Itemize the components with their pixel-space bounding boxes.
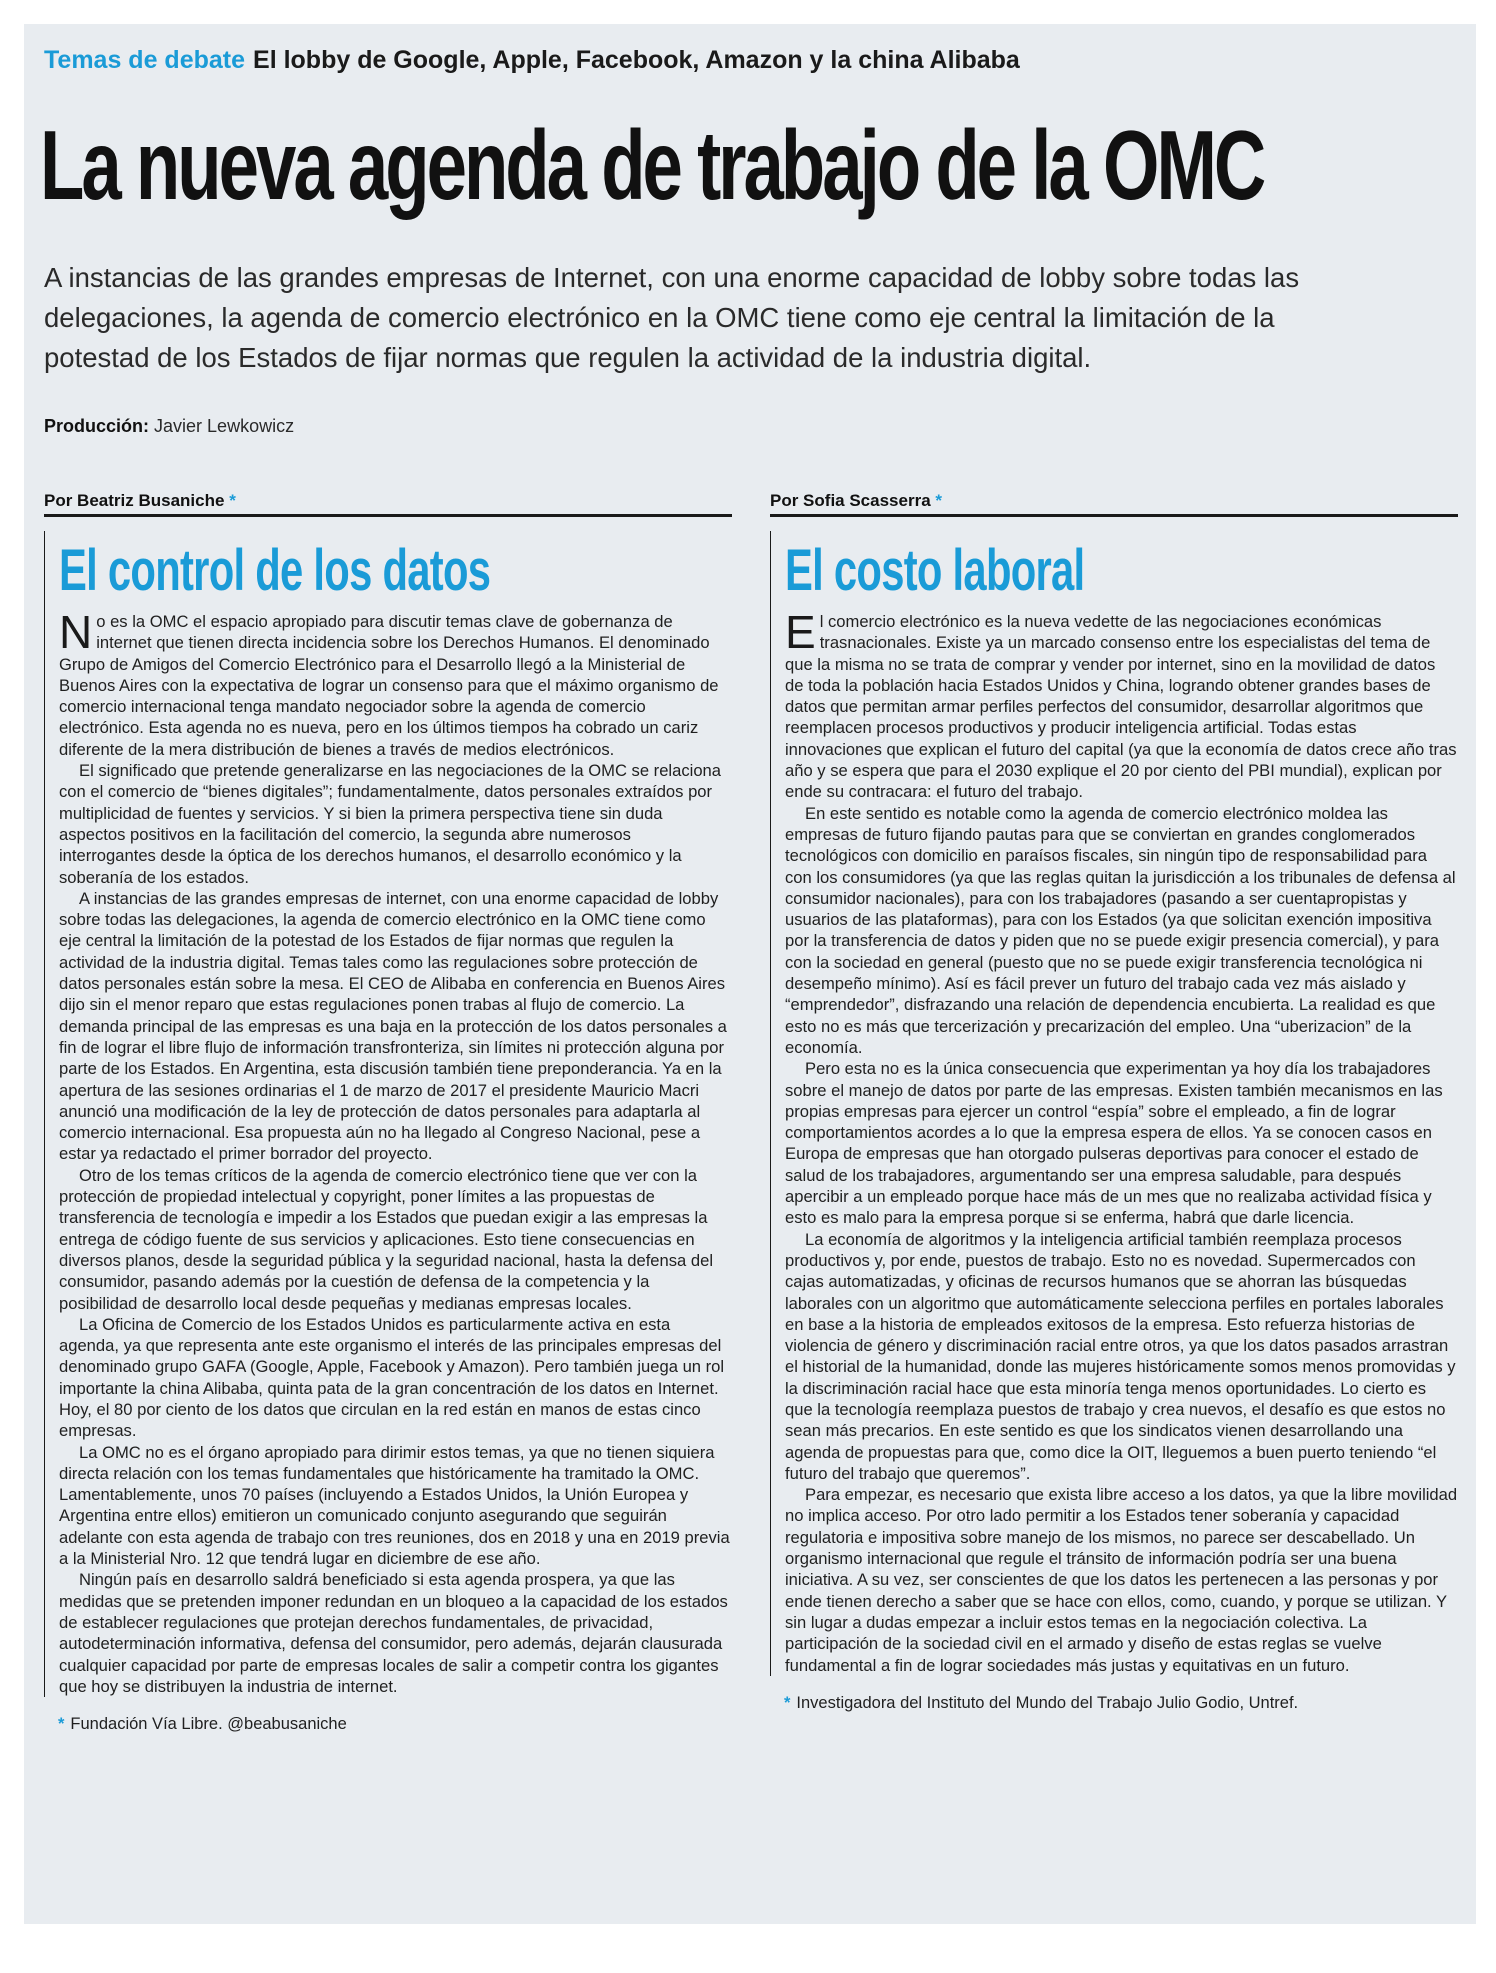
paragraph: La economía de algoritmos y la inteligencia artificial también reemplaza procesos productivos y, por ende, puestos de trabajo. Esto no es novedad. Supermercados con cajas automatizadas, y oficinas de recursos humanos que se ahorran las búsquedas laborales con un algoritmo que automáticamente selecciona perfiles en portales laborales en base a la historia de empleados exitosos de la empresa. Esto refuerza historias de violencia de género y discriminación racial entre otros, ya que los datos pasados arrastran el historial de la humanidad, donde las mujeres históricamente somos menos promovidas y la discriminación racial hace que esta minoría tenga menos oportunidades. Lo cierto es que la tecnología reemplaza puestos de trabajo y crea nuevos, el desafío es que estos no sean más precarios. En este sentido es que los sindicatos vienen desarrollando una agenda de propuestas para que, como dice la OIT, lleguemos a buen puerto teniendo “el futuro del trabajo que queremos”. [785, 1229, 1456, 1483]
paragraph: A instancias de las grandes empresas de internet, con una enorme capacidad de lobby sobre todas las delegaciones, la agenda de comercio electrónico en la OMC tiene como eje central la limitación de la potestad de los Estados de fijar normas que regulen la actividad de la industria digital. Temas tales como las regulaciones sobre protección de datos personales están sobre la mesa. El CEO de Alibaba en conferencia en Buenos Aires dijo sin el menor reparo que estas regulaciones ponen trabas al flujo de comercio. La demanda principal de las empresas es una baja en la protección de los datos personales a fin de lograr el libre flujo de información transfronteriza, sin límites ni protección alguna por parte de los Estados. En Argentina, esta discusión también tiene preponderancia. Ya en la apertura de las sesiones ordinarias el 1 de marzo de 2017 el presidente Mauricio Macri anunció una modificación de la ley de protección de datos personales para adaptarla al comercio internacional. Esa propuesta aún no ha llegado al Congreso Nacional, pese a estar ya redactado el primer borrador del proyecto. [59, 888, 727, 1164]
left-article [44, 488, 732, 1734]
paragraph: El significado que pretende generalizarse en las negociaciones de la OMC se relaciona con el comercio de “bienes digitales”; fundamentalmente, datos personales extraídos por multiplicidad de fuentes y servicios. Y si bien la primera perspectiva tiene sin duda aspectos positivos en la facilitación del comercio, la segunda abre numerosos interrogantes desde la óptica de los derechos humanos, el desarrollo económico y la soberanía de los estados. [59, 761, 722, 887]
credit-label: Producción: [44, 416, 150, 436]
article-title: El control de los datos [59, 538, 491, 603]
paragraph: Ningún país en desarrollo saldrá beneficiado si esta agenda prospera, ya que las medidas que se pretenden imponer redundan en un bloqueo a la capacidad de los estados de establecer regulaciones que protejan derechos fundamentales, de privacidad, autodeterminación informativa, defensa del consumidor, pero además, dejarán clausurada cualquier capacidad por parte de empresas locales de salir a competir contra los gigantes que hoy se distribuyen la industria de internet. [59, 1570, 728, 1696]
paragraph: En este sentido es notable como la agenda de comercio electrónico moldea las empresas de futuro fijando pautas para que se conviertan en grandes conglomerados tecnológicos con domicilio en paraísos fiscales, sin ningún tipo de responsabilidad para con los consumidores (ya que las reglas quitan la jurisdicción a los tribunales de defensa al consumidor nacionales), para con los trabajadores (pasando a ser cuentapropistas y usuarios de las plataformas), para con los Estados (ya que solicitan exención impositiva por la transferencia de datos y piden que no se puede exigir presencia comercial), y para con la sociedad en general (puesto que no se puede exigir transferencia tecnológica ni desempeño mínimo). Así es fácil prever un futuro del trabajo cada vez más aislado y “emprendedor”, disfrazando una relación de dependencia encubierta. La realidad es que esto no es más que tercerización y precarización del empleo. Una “uberizacion” de la economía. [785, 803, 1456, 1057]
right-article [770, 488, 1458, 1713]
section-label: Temas de debate [44, 46, 246, 74]
article-body [59, 606, 732, 1697]
paragraph: La OMC no es el órgano apropiado para dirimir estos temas, ya que no tienen siquiera directa relación con los temas fundamentales que históricamente ha tramitado la OMC. Lamentablemente, unos 70 países (incluyendo a Estados Unidos, la Unión Europea y Argentina entre ellos) emitieron un comunicado conjunto asegurando que seguirán adelante con esta agenda de trabajo con tres reuniones, dos en 2018 y una en 2019 previa a la Ministerial Nro. 12 que tendrá lugar en diciembre de ese año. [59, 1442, 730, 1569]
divider [770, 514, 1458, 517]
article-box [44, 531, 732, 1697]
byline [770, 488, 1458, 514]
headline: La nueva agenda de trabajo de la OMC [40, 110, 1264, 220]
kicker [44, 46, 1020, 75]
paragraph: No es la OMC el espacio apropiado para discutir temas clave de gobernanza de internet que tienen directa incidencia sobre los Derechos Humanos. El denominado Grupo de Amigos del Comercio Electrónico para el Desarrollo llegó a la Ministerial de Buenos Aires con la expectativa de lograr un consenso para que el máximo organismo de comercio internacional tenga mandato negociador sobre la agenda de comercio electrónico. Esta agenda no es nueva, pero en los últimos tiempos ha cobrado un cariz diferente de la mera distribución de bienes a través de medios electrónicos. [59, 606, 719, 759]
topic-label: El lobby de Google, Apple, Facebook, Amazon y la china Alibaba [253, 46, 1020, 74]
asterisk-icon: * [784, 1693, 791, 1712]
paragraph: Pero esta no es la única consecuencia que experimentan ya hoy día los trabajadores sobre el manejo de datos por parte de las empresas. Existen también mecanismos en las propias empresas para ejercer un control “espía” sobre el empleado, a fin de lograr comportamientos acordes a lo que la empresa espera de ellos. Ya se conocen casos en Europa de empresas que han otorgado pulseras deportivas para conocer el estado de salud de los trabajadores, argumentando ser una empresa saludable, para después apercibir a un empleado porque hace más de un mes que no realizaba actividad física y esto es malo para la empresa porque si se enferma, habrá que darle licencia. [785, 1059, 1443, 1228]
divider [44, 514, 732, 517]
byline-author: Por Sofia Scasserra [770, 491, 931, 510]
article-body [785, 606, 1458, 1676]
asterisk-icon: * [58, 1715, 65, 1734]
byline [44, 488, 732, 514]
page [24, 24, 1476, 1924]
drop-cap: N [59, 606, 93, 658]
drop-cap: E [785, 606, 816, 658]
asterisk-icon: * [935, 491, 943, 510]
production-credit [44, 416, 294, 437]
byline-author: Por Beatriz Busaniche [44, 491, 225, 510]
article-title: El costo laboral [785, 538, 1085, 603]
paragraph: El comercio electrónico es la nueva vedette de las negociaciones económicas trasnacionales. Existe ya un marcado consenso entre los especialistas del tema de que la misma no se trata de comprar y vender por internet, sino en la movilidad de datos de toda la población hacia Estados Unidos y China, logrando obtener grandes bases de datos que permitan armar perfiles perfectos del consumidor, desarrollar algoritmos que reemplacen procesos productivos y producir inteligencia artificial. Todas estas innovaciones que explican el futuro del capital (ya que la economía de datos crece año tras año y se espera que para el 2030 explique el 20 por ciento del PBI mundial), explican por ende su contracara: el futuro del trabajo. [785, 606, 1457, 802]
paragraph: Otro de los temas críticos de la agenda de comercio electrónico tiene que ver con la protección de propiedad intelectual y copyright, poner límites a las propuestas de transferencia de tecnología e impedir a los Estados que puedan exigir a las empresas la entrega de código fuente de sus servicios y aplicaciones. Esto tiene consecuencias en diversos planos, desde la seguridad pública y la seguridad nacional, hasta la defensa del consumidor, pasando además por la cuestión de defensa de la competencia y la posibilidad de desarrollo local desde pequeñas y medianas empresas locales. [59, 1165, 714, 1313]
asterisk-icon: * [229, 491, 236, 510]
author-footnote: * Fundación Vía Libre. @beabusaniche [58, 1715, 347, 1734]
article-box [770, 531, 1458, 1676]
paragraph: La Oficina de Comercio de los Estados Unidos es particularmente activa en esta agenda, ya que representa ante este organismo el interés de las principales empresas del denominado grupo GAFA (Google, Apple, Facebook y Amazon). Pero también juega un rol importante la china Alibaba, quinta pata de la gran concentración de los datos en Internet. Hoy, el 80 por ciento de los datos que circulan en la red están en manos de estas cinco empresas. [59, 1314, 725, 1441]
author-footnote: * Investigadora del Instituto del Mundo del Trabajo Julio Godio, Untref. [784, 1693, 1299, 1712]
credit-name: Javier Lewkowicz [154, 416, 295, 436]
dek: A instancias de las grandes empresas de Internet, con una enorme capacidad de lobby sobre todas las delegaciones, la agenda de comercio electrónico en la OMC tiene como eje central la limitación de la potestad de los Estados de fijar normas que regulen la actividad de la industria digital. [44, 262, 1300, 373]
paragraph: Para empezar, es necesario que exista libre acceso a los datos, ya que la libre movilidad no implica acceso. Por otro lado permitir a los Estados tener soberanía y capacidad regulatoria e impositiva sobre manejo de los mismos, no parece ser descabellado. Un organismo internacional que regule el tránsito de información podría ser una buena iniciativa. A su vez, ser conscientes de que los datos les pertenecen a las personas y por ende tienen derecho a saber que se hace con ellos, como, cuando, y porque se utilizan. Y sin lugar a dudas empezar a incluir estos temas en la negociación colectiva. La participación de la sociedad civil en el armado y diseño de estas reglas se vuelve fundamental a fin de lograr sociedades más justas y equitativas en un futuro. [785, 1485, 1458, 1675]
